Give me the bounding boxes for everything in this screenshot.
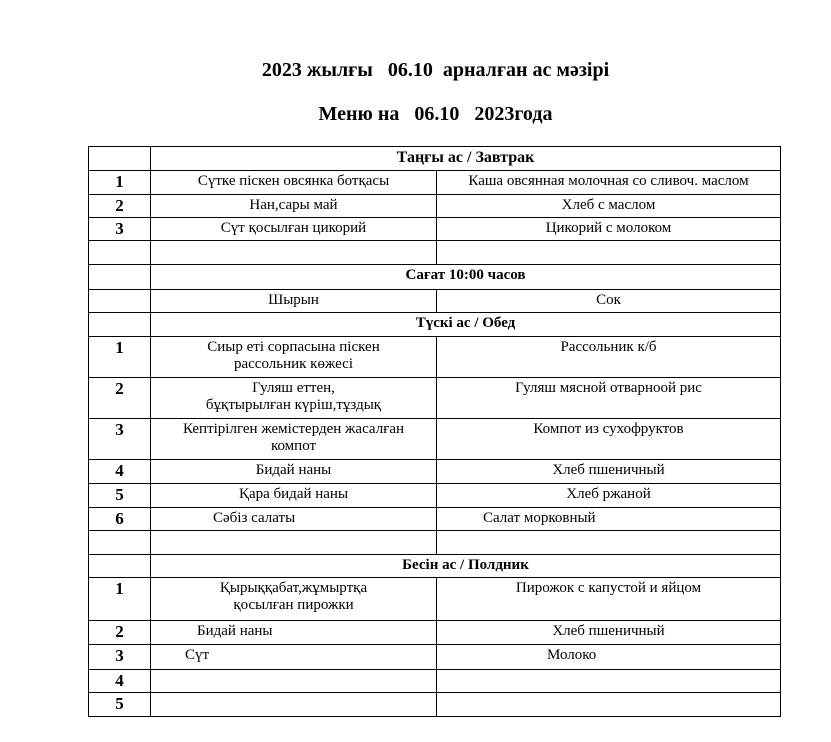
section-header-afternoon: Бесін ас / Полдник: [151, 555, 781, 578]
dish-ru: Рассольник к/б: [437, 337, 781, 378]
dish-ru: Салат морковный: [437, 508, 781, 531]
row-number: 4: [89, 670, 151, 693]
row-number: 5: [89, 693, 151, 717]
dish-kz: Бидай наны: [151, 460, 437, 484]
dish-kz: Бидай наны: [151, 621, 437, 645]
section-header-snack: Сағат 10:00 часов: [151, 265, 781, 290]
dish-kz: Сүтке піскен овсянка ботқасы: [151, 171, 437, 195]
dish-ru: Молоко: [437, 645, 781, 670]
dish-kz: Сүт: [151, 645, 437, 670]
dish-ru: Хлеб пшеничный: [437, 621, 781, 645]
dish-kz: Сәбіз салаты: [151, 508, 437, 531]
section-header-lunch: Түскі ас / Обед: [151, 313, 781, 337]
row-number: 2: [89, 378, 151, 419]
dish-kz: Сиыр еті сорпасына піскен рассольник көжесі: [151, 337, 437, 378]
dish-ru: Хлеб ржаной: [437, 484, 781, 508]
dish-kz: Сүт қосылған цикорий: [151, 218, 437, 241]
section-header-breakfast: Таңғы ас / Завтрак: [151, 147, 781, 171]
row-number: 3: [89, 218, 151, 241]
dish-kz: Қара бидай наны: [151, 484, 437, 508]
row-number: 2: [89, 195, 151, 218]
row-number: 1: [89, 337, 151, 378]
dish-ru: Компот из сухофруктов: [437, 419, 781, 460]
dish-ru: Хлеб пшеничный: [437, 460, 781, 484]
page-title-kz: 2023 жылғы 06.10 арналған ас мәзірі: [261, 59, 610, 81]
row-number: 5: [89, 484, 151, 508]
dish-ru: Каша овсянная молочная со сливоч. маслом: [437, 171, 781, 195]
row-number: 6: [89, 508, 151, 531]
dish-kz: Қырыққабат,жұмыртқа қосылған пирожки: [151, 578, 437, 621]
row-number: 3: [89, 419, 151, 460]
dish-kz: Нан,сары май: [151, 195, 437, 218]
row-number: 3: [89, 645, 151, 670]
dish-ru: Пирожок с капустой и яйцом: [437, 578, 781, 621]
row-number: 2: [89, 621, 151, 645]
dish-ru: Хлеб с маслом: [437, 195, 781, 218]
dish-kz: Кептірілген жемістерден жасалған компот: [151, 419, 437, 460]
dish-kz: Шырын: [151, 290, 437, 313]
dish-ru: Цикорий с молоком: [437, 218, 781, 241]
row-number: 1: [89, 578, 151, 621]
dish-ru: Гуляш мясной отварноой рис: [437, 378, 781, 419]
row-number: 4: [89, 460, 151, 484]
dish-kz: Гуляш еттен, бұқтырылған күріш,тұздық: [151, 378, 437, 419]
row-number: 1: [89, 171, 151, 195]
page-title-ru: Меню на 06.10 2023года: [318, 103, 553, 125]
menu-table: [88, 146, 781, 717]
dish-ru: Сок: [437, 290, 781, 313]
